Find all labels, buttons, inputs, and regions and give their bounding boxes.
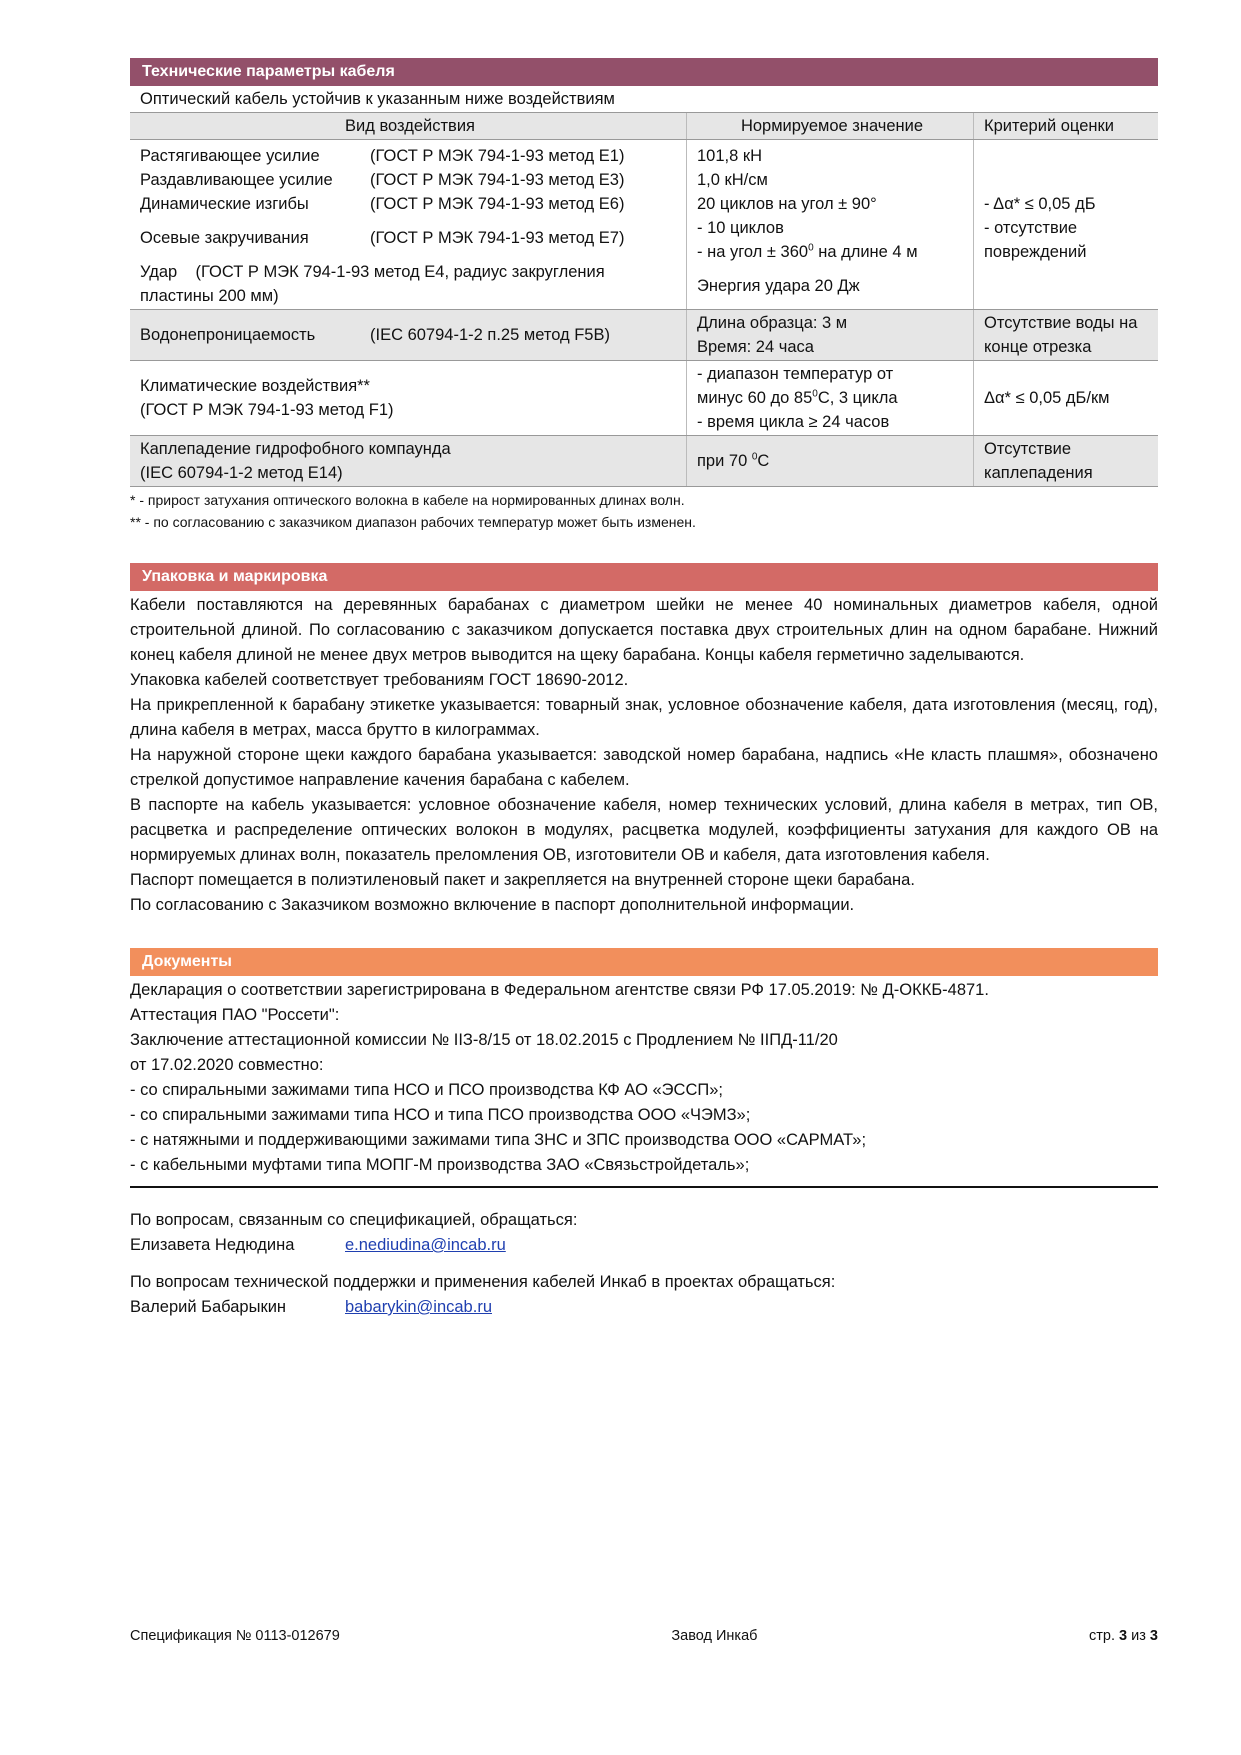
page-number: стр. 3 из 3 xyxy=(1089,1628,1158,1644)
test-value: - 10 циклов xyxy=(697,219,784,237)
test-name: Растягивающее усилие xyxy=(140,147,320,165)
test-value: при 70 $^0$С xyxy=(687,436,974,487)
company-name: Завод Инкаб xyxy=(671,1628,758,1644)
paragraph: По согласованию с Заказчиком возможно включение в паспорт дополнительной информации. xyxy=(130,896,855,914)
contact-email-link[interactable]: babarykin@incab.ru xyxy=(345,1298,492,1316)
criterion: - Δα* ≤ 0,05 дБ xyxy=(984,195,1096,213)
contact-question: По вопросам, связанным со спецификацией, обращаться: xyxy=(130,1211,578,1229)
doc-line: Декларация о соответствии зарегистрирована в Федеральном агентстве связи РФ 17.05.2019: № Д-ОККБ-4871. xyxy=(130,981,989,999)
criterion: каплепадения xyxy=(984,464,1093,482)
test-standard: (ГОСТ Р МЭК 794-1-93 метод E3) xyxy=(370,171,625,189)
paragraph: В паспорте на кабель указывается: условное обозначение кабеля, номер технических условий, длина кабеля в метрах, тип ОВ, расцветка и распределение оптических волокон в модулях, расцветка модулей, коэффициенты затухания для каждого ОВ на нормируемых длинах волн, показатель преломления ОВ, изготовители ОВ и кабеля, дата изготовления кабеля. xyxy=(130,796,1158,864)
criterion: Отсутствие xyxy=(984,440,1072,458)
spec-page xyxy=(130,58,1158,1320)
page-footer xyxy=(130,1628,1158,1644)
criterion: - отсутствие xyxy=(984,219,1078,237)
water-test-row xyxy=(130,310,1158,361)
doc-line: - с натяжными и поддерживающими зажимами типа ЗНС и ЗПС производства ООО «САРМАТ»; xyxy=(130,1131,867,1149)
header-impact-type: Вид воздействия xyxy=(130,113,687,140)
paragraph: На прикрепленной к барабану этикетке указывается: товарный знак, условное обозначение кабеля, дата изготовления (месяц, год), длина кабеля в метрах, масса брутто в килограммах. xyxy=(130,696,1158,739)
doc-line: - со спиральными зажимами типа НСО и ПСО производства КФ АО «ЭССП»; xyxy=(130,1081,723,1099)
tech-params-table xyxy=(130,86,1158,487)
test-value: минус 60 до $85^0С$, 3 цикла xyxy=(697,388,898,407)
test-name: Раздавливающее усилие xyxy=(140,171,333,189)
tech-section-header: Технические параметры кабеля xyxy=(130,58,1158,86)
climate-test-row xyxy=(130,361,1158,436)
drip-test-row xyxy=(130,436,1158,487)
tech-intro: Оптический кабель устойчив к указанным ниже воздействиям xyxy=(130,86,1158,113)
doc-line: - с кабельными муфтами типа МОПГ-М производства ЗАО «Связьстройдеталь»; xyxy=(130,1156,750,1174)
footnote: * - прирост затухания оптического волокна в кабеле на нормированных длинах волн. xyxy=(130,492,685,508)
packing-section-header: Упаковка и маркировка xyxy=(130,563,1158,591)
paragraph: На наружной стороне щеки каждого барабана указывается: заводской номер барабана, надпись «Не класть плашмя», обозначено стрелкой допустимое направление качения барабана с кабелем. xyxy=(130,746,1158,789)
header-norm-value: Нормируемое значение xyxy=(687,113,974,140)
test-value: Время: 24 часа xyxy=(697,338,814,356)
test-value: - на угол ± $360^0$ на длине 4 м xyxy=(697,242,918,261)
criterion: Δα* ≤ 0,05 дБ/км xyxy=(974,361,1159,436)
doc-line: Заключение аттестационной комиссии № IIЗ-8/15 от 18.02.2015 с Продлением № IIПД-11/20 xyxy=(130,1031,838,1049)
test-name: Каплепадение гидрофобного компаунда xyxy=(140,440,451,458)
contact-name: Валерий Бабарыкин xyxy=(130,1298,287,1316)
test-value: Длина образца: 3 м xyxy=(697,314,848,332)
contact-name: Елизавета Недюдина xyxy=(130,1236,295,1254)
test-name: Осевые закручивания xyxy=(140,229,309,247)
divider xyxy=(130,1186,1158,1188)
test-standard: (IEC 60794-1-2 п.25 метод F5B) xyxy=(370,326,610,344)
test-name: Водонепроницаемость xyxy=(140,326,316,344)
doc-line: - со спиральными зажимами типа НСО и типа ПСО производства ООО «ЧЭМЗ»; xyxy=(130,1106,751,1124)
test-value: 1,0 кН/см xyxy=(697,171,768,189)
doc-line: от 17.02.2020 совместно: xyxy=(130,1056,324,1074)
test-value: - диапазон температур от xyxy=(697,365,894,383)
test-value: 20 циклов на угол ± 90° xyxy=(697,195,877,213)
impact-test-name-cont: пластины 200 мм) xyxy=(140,287,279,305)
contact-email-link[interactable]: e.nediudina@incab.ru xyxy=(345,1236,506,1254)
test-standard: (ГОСТ Р МЭК 794-1-93 метод E6) xyxy=(370,195,625,213)
doc-line: Аттестация ПАО "Россети": xyxy=(130,1006,340,1024)
impact-test-name: Удар (ГОСТ Р МЭК 794-1-93 метод E4, радиус закругления xyxy=(140,263,605,281)
criterion: повреждений xyxy=(984,243,1087,261)
docs-section-header: Документы xyxy=(130,948,1158,976)
paragraph: Паспорт помещается в полиэтиленовый пакет и закрепляется на внутренней стороне щеки барабана. xyxy=(130,871,915,889)
paragraph: Упаковка кабелей соответствует требованиям ГОСТ 18690-2012. xyxy=(130,671,629,689)
test-standard: (IEC 60794-1-2 метод E14) xyxy=(140,464,343,482)
impact-value: Энергия удара 20 Дж xyxy=(697,277,860,295)
mechanical-tests-row xyxy=(130,140,1158,310)
test-name: Климатические воздействия** xyxy=(140,377,370,395)
contact-question: По вопросам технической поддержки и применения кабелей Инкаб в проектах обращаться: xyxy=(130,1273,836,1291)
test-standard: (ГОСТ Р МЭК 794-1-93 метод E1) xyxy=(370,147,625,165)
table-footnotes xyxy=(130,489,1158,533)
contacts xyxy=(130,1208,1158,1320)
test-standard: (ГОСТ Р МЭК 794-1-93 метод E7) xyxy=(370,229,625,247)
test-name: Динамические изгибы xyxy=(140,195,309,213)
test-value: - время цикла ≥ 24 часов xyxy=(697,413,890,431)
criterion: конце отрезка xyxy=(984,338,1092,356)
table-header-row xyxy=(130,113,1158,140)
docs-text xyxy=(130,976,1158,1178)
test-value: 101,8 кН xyxy=(697,147,763,165)
header-criterion: Критерий оценки xyxy=(974,113,1159,140)
paragraph: Кабели поставляются на деревянных барабанах с диаметром шейки не менее 40 номинальных диаметров кабеля, одной строительной длиной. По согласованию с заказчиком допускается поставка двух строительных длин на одном барабане. Нижний конец кабеля длиной не менее двух метров выводится на щеку барабана. Концы кабеля герметично заделываются. xyxy=(130,596,1158,664)
test-standard: (ГОСТ Р МЭК 794-1-93 метод F1) xyxy=(140,401,394,419)
packing-text xyxy=(130,591,1158,918)
footnote: ** - по согласованию с заказчиком диапазон рабочих температур может быть изменен. xyxy=(130,514,696,530)
criterion: Отсутствие воды на xyxy=(984,314,1138,332)
spec-number: Спецификация № 0113-012679 xyxy=(130,1628,340,1644)
